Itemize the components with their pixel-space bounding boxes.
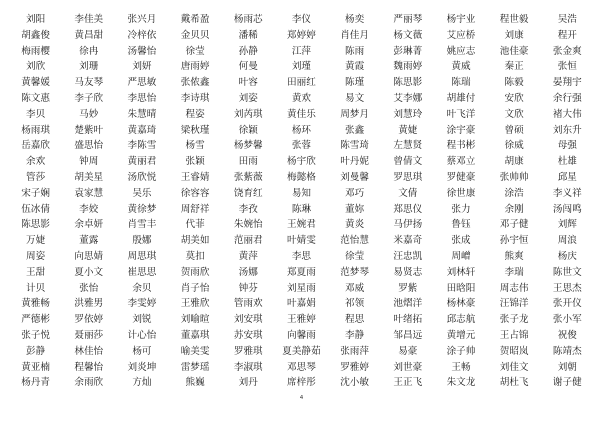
name-cell: 余雨欣 (74, 377, 104, 389)
name-cell: 姚应志 (446, 45, 476, 57)
table-row (9, 202, 594, 218)
name-cell: 余贝 (132, 282, 152, 294)
name-cell: 范怡慧 (340, 235, 369, 247)
name-cell: 杨环 (291, 124, 312, 136)
name-cell: 刘锐 (132, 314, 152, 326)
name-cell: 刘芮琪 (233, 108, 263, 120)
name-cell: 严思敏 (127, 77, 157, 89)
name-cell: 涂宇豪 (446, 124, 476, 136)
name-cell: 黄炎 (345, 219, 365, 231)
name-cell: 管雨欢 (233, 298, 263, 310)
name-cell: 张雨萍 (340, 345, 369, 357)
table-row (9, 154, 594, 170)
name-cell: 张成 (451, 235, 471, 247)
table-row (9, 28, 594, 44)
name-cell: 马妙 (79, 108, 99, 120)
name-cell: 徐世康 (446, 187, 476, 199)
name-cell: 金贝贝 (180, 29, 210, 41)
name-cell: 谢子健 (552, 377, 582, 389)
name-cell: 计心怡 (127, 329, 157, 341)
name-cell: 李陈雪 (127, 140, 157, 152)
name-cell: 罗雅琪 (233, 345, 263, 357)
name-cell: 余欢 (25, 156, 46, 168)
name-cell: 曾硕 (504, 124, 524, 136)
name-cell: 邓巧 (345, 187, 365, 199)
name-cell: 罗思琪 (393, 171, 423, 183)
name-cell: 叶丹妮 (340, 156, 369, 168)
name-cell: 黄威 (451, 61, 471, 73)
name-cell: 林佳怡 (74, 345, 104, 357)
name-cell: 祁领 (345, 298, 365, 310)
name-cell: 文倩 (398, 187, 418, 199)
name-cell: 张颖 (185, 156, 205, 168)
name-cell: 罗健豪 (446, 171, 476, 183)
name-cell: 汤娜 (238, 266, 258, 278)
name-cell: 汪锦洋 (499, 298, 529, 310)
name-cell: 刘喻暄 (180, 314, 210, 326)
name-cell: 张帅帅 (499, 171, 529, 183)
name-cell: 殷娜 (132, 235, 152, 247)
name-cell: 张开仪 (552, 298, 582, 310)
name-cell: 朱文龙 (446, 377, 476, 389)
name-cell: 程世毅 (499, 14, 529, 25)
name-cell: 刘康 (504, 29, 524, 41)
name-cell: 母强 (557, 140, 577, 152)
name-cell: 陈靖杰 (552, 345, 582, 357)
table-row (9, 360, 594, 376)
name-cell: 陈瑞 (451, 77, 471, 89)
name-cell: 郑婷婷 (287, 29, 316, 41)
name-cell: 王正飞 (393, 377, 423, 389)
name-cell: 彭琳菁 (393, 45, 423, 57)
table-row (9, 170, 594, 186)
name-cell: 吴乐 (132, 187, 152, 199)
name-cell: 米嘉奇 (393, 235, 423, 247)
table-row (9, 375, 594, 391)
name-cell: 李仪 (291, 14, 312, 25)
name-cell: 张子悦 (21, 329, 50, 341)
name-cell: 徐颖 (238, 124, 258, 136)
name-cell: 褚大伟 (552, 108, 582, 120)
name-cell: 刘姿 (238, 92, 258, 104)
table-row (9, 123, 594, 139)
name-cell: 周姿 (25, 250, 46, 262)
name-cell: 李静 (345, 329, 365, 341)
name-cell: 李思 (291, 250, 312, 262)
name-cell: 周志伟 (499, 282, 529, 294)
name-cell: 严丽琴 (393, 14, 423, 25)
name-cell: 李佳美 (74, 14, 104, 25)
name-cell: 江萍 (291, 45, 312, 57)
name-cell: 冷梓依 (127, 29, 157, 41)
name-cell: 夏美静茹 (282, 345, 321, 357)
name-cell: 孙宇恒 (499, 235, 529, 247)
table-row (9, 217, 594, 233)
name-cell: 李义祥 (552, 187, 582, 199)
name-cell: 胡美如 (180, 235, 210, 247)
name-cell: 徐冉 (79, 45, 99, 57)
name-cell: 汪忠凯 (393, 250, 423, 262)
table-row (9, 328, 594, 344)
name-cell: 魏雨婷 (393, 61, 423, 73)
name-cell: 张金爽 (552, 45, 582, 57)
name-cell: 李诗琪 (180, 92, 210, 104)
name-cell: 杨丹青 (21, 377, 50, 389)
name-cell: 李思怡 (127, 92, 157, 104)
name-cell: 陈文惠 (21, 92, 50, 104)
name-cell: 刘林轩 (446, 266, 476, 278)
name-cell: 朱慧晴 (127, 108, 157, 120)
name-cell: 晏翔宇 (552, 77, 582, 89)
name-cell: 田雨 (238, 156, 258, 168)
name-cell: 洪雅男 (74, 298, 104, 310)
name-cell: 王畅 (451, 361, 471, 373)
name-cell: 刘曼馨 (340, 171, 369, 183)
name-cell: 喻美雯 (180, 345, 210, 357)
name-cell: 刘欣 (25, 61, 46, 73)
name-cell: 饶育红 (233, 187, 263, 199)
name-cell: 邹昌远 (393, 329, 423, 341)
name-cell: 程思 (345, 314, 365, 326)
name-cell: 邱星 (557, 171, 577, 183)
name-cell: 孙静 (238, 45, 258, 57)
name-cell: 鲁钰 (451, 219, 471, 231)
name-cell: 马伊扬 (393, 219, 423, 231)
name-cell: 周舒祥 (180, 203, 210, 215)
table-row (9, 281, 594, 297)
name-cell: 杨奕 (345, 14, 365, 25)
name-cell: 艾李娜 (393, 92, 423, 104)
name-cell: 李孜 (238, 203, 258, 215)
table-row (9, 312, 594, 328)
name-cell: 沈小敏 (340, 377, 369, 389)
name-cell: 向馨雨 (287, 329, 316, 341)
name-cell: 黄婕 (398, 124, 418, 136)
name-cell: 黄丽君 (127, 156, 157, 168)
name-cell: 彭静 (25, 345, 46, 357)
name-cell: 张鑫 (345, 124, 365, 136)
name-cell: 田丽红 (287, 77, 316, 89)
name-cell: 徐莹 (185, 45, 205, 57)
table-row (9, 91, 594, 107)
name-cell: 刘瑾 (291, 61, 312, 73)
name-cell: 钟芬 (238, 282, 258, 294)
name-cell: 王雅欣 (180, 298, 210, 310)
name-cell: 张子龙 (499, 314, 529, 326)
name-cell: 何曼 (238, 61, 258, 73)
name-cell: 秦正 (504, 61, 524, 73)
name-cell: 计贝 (25, 282, 46, 294)
name-cell: 周浪 (557, 235, 577, 247)
name-cell: 徐莹 (345, 250, 365, 262)
name-cell: 罗雅婷 (340, 361, 369, 373)
name-cell: 杜雄 (557, 156, 577, 168)
name-cell: 贺雨欣 (180, 266, 210, 278)
name-cell: 周梦月 (340, 108, 369, 120)
name-cell: 宋子娴 (21, 187, 50, 199)
name-cell: 方灿 (132, 377, 152, 389)
name-cell: 夏小文 (74, 266, 104, 278)
name-cell: 李瑞 (504, 266, 524, 278)
name-cell: 李姣 (79, 203, 99, 215)
name-cell: 邱志航 (446, 314, 476, 326)
name-cell: 邓威 (345, 282, 365, 294)
name-cell: 王婉君 (287, 219, 316, 231)
name-cell: 陈毅 (504, 77, 524, 89)
name-cell: 汤闯鸣 (552, 203, 582, 215)
name-cell: 郑思仪 (393, 203, 423, 215)
name-cell: 易豪 (398, 345, 418, 357)
name-cell: 郑夏雨 (287, 266, 316, 278)
name-cell: 陈世文 (552, 266, 582, 278)
name-cell: 张侬鑫 (180, 77, 210, 89)
name-cell: 左慧贤 (393, 140, 423, 152)
name-cell: 叶嘉娟 (287, 298, 316, 310)
name-cell: 黄萍 (238, 250, 258, 262)
name-cell: 贺昭岚 (499, 345, 529, 357)
table-row (9, 12, 594, 28)
name-cell: 刘安琪 (233, 314, 263, 326)
name-cell: 叶容 (238, 77, 258, 89)
name-cell: 陈雨 (345, 45, 365, 57)
name-cell: 梅懿格 (287, 171, 316, 183)
name-cell: 岳嘉欣 (21, 140, 50, 152)
name-cell: 黄馨媛 (21, 77, 50, 89)
name-cell: 黄亚楠 (21, 361, 50, 373)
name-cell: 邓子健 (499, 219, 529, 231)
name-cell: 吴浩 (557, 14, 577, 25)
name-cell: 涂子帅 (446, 345, 476, 357)
name-cell: 熊爽 (504, 250, 524, 262)
name-cell: 袁家慧 (74, 187, 104, 199)
table-row (9, 344, 594, 360)
table-row (9, 296, 594, 312)
name-cell: 陈琳 (291, 203, 312, 215)
name-cell: 易文 (345, 92, 365, 104)
name-cell: 徐威 (504, 140, 524, 152)
name-cell: 肖雪丰 (127, 219, 157, 231)
name-cell: 董露 (79, 235, 99, 247)
name-cell: 范梦琴 (340, 266, 369, 278)
name-cell: 易知 (291, 187, 312, 199)
name-cell: 黄雅畅 (21, 298, 50, 310)
name-cell: 杨梦馨 (233, 140, 263, 152)
name-cell: 代菲 (185, 219, 205, 231)
name-cell: 余卓妍 (74, 219, 104, 231)
name-cell: 易贤志 (393, 266, 423, 278)
name-cell: 杨宇欣 (287, 156, 316, 168)
name-cell: 李淑琪 (233, 361, 263, 373)
name-cell: 张怡 (79, 282, 99, 294)
name-cell: 董嘉琪 (180, 329, 210, 341)
name-cell: 王睿婧 (180, 171, 210, 183)
name-cell: 涂浩 (504, 187, 524, 199)
name-cell: 徐容容 (180, 187, 210, 199)
name-cell: 曾倩文 (393, 156, 423, 168)
name-cell: 李贝 (25, 108, 46, 120)
name-cell: 唐雨婷 (180, 61, 210, 73)
name-cell: 王占锦 (499, 329, 529, 341)
name-cell: 刘炎坤 (127, 361, 157, 373)
name-cell: 万婕 (25, 235, 46, 247)
name-cell: 杨雨琪 (21, 124, 50, 136)
name-cell: 邓思琴 (287, 361, 316, 373)
name-cell: 黄增元 (446, 329, 476, 341)
table-row (9, 138, 594, 154)
name-cell: 张蓉 (291, 140, 312, 152)
name-cell: 朱婉怡 (233, 219, 263, 231)
name-cell: 程开 (557, 29, 577, 41)
name-cell: 艾应桥 (446, 29, 476, 41)
name-cell: 王思杰 (552, 282, 582, 294)
name-cell: 余刚 (504, 203, 524, 215)
name-cell: 陈思影 (21, 219, 50, 231)
name-cell: 张恒 (557, 61, 577, 73)
name-cell: 杨宇业 (446, 14, 476, 25)
name-cell: 莫扣 (185, 250, 205, 262)
name-cell: 雷梦瑶 (180, 361, 210, 373)
name-cell: 叶飞洋 (446, 108, 476, 120)
name-cell: 胡康 (504, 156, 524, 168)
name-cell: 黄嘉琦 (127, 124, 157, 136)
name-cell: 聂丽莎 (74, 329, 104, 341)
name-cell: 胡美星 (74, 171, 104, 183)
name-cell: 黄欢 (291, 92, 312, 104)
name-cell: 马友琴 (74, 77, 104, 89)
name-cell: 向思婧 (74, 250, 104, 262)
name-cell: 张兴月 (127, 14, 157, 25)
name-cell: 钟周 (79, 156, 99, 168)
name-cell: 刘珊 (79, 61, 99, 73)
name-cell: 楚紫叶 (74, 124, 104, 136)
name-cell: 杨雨芯 (233, 14, 263, 25)
name-cell: 梅雨樱 (21, 45, 50, 57)
name-cell: 汤馨怡 (127, 45, 157, 57)
name-cell: 刘佳文 (499, 361, 529, 373)
table-row (9, 75, 594, 91)
name-cell: 胡杜飞 (499, 377, 529, 389)
name-cell: 刘朝 (557, 361, 577, 373)
name-cell: 熊巍 (185, 377, 205, 389)
name-cell: 程姿 (185, 108, 205, 120)
name-cell: 叶绪拓 (393, 314, 423, 326)
name-cell: 张力 (451, 203, 471, 215)
name-cell: 黄徐梦 (127, 203, 157, 215)
name-cell: 严德彬 (21, 314, 50, 326)
name-cell: 黄佳乐 (287, 108, 316, 120)
name-cell: 胡鑫俊 (21, 29, 50, 41)
table-row (9, 233, 594, 249)
name-cell: 陈雪琦 (340, 140, 369, 152)
name-cell: 崔思思 (127, 266, 157, 278)
name-cell: 伍冰倩 (21, 203, 50, 215)
name-cell: 田晗阳 (446, 282, 476, 294)
name-cell: 文欣 (504, 108, 524, 120)
name-cell: 刘妍 (132, 61, 152, 73)
name-cell: 周嶒 (451, 250, 471, 262)
name-cell: 蔡邓立 (446, 156, 476, 168)
name-cell: 余行强 (552, 92, 582, 104)
table-row (9, 265, 594, 281)
table-row (9, 59, 594, 75)
name-cell: 杨文薇 (393, 29, 423, 41)
name-cell: 刘星雨 (287, 282, 316, 294)
name-cell: 胡雄付 (446, 92, 476, 104)
name-cell: 肖子怡 (180, 282, 210, 294)
name-cell: 席梓彤 (287, 377, 316, 389)
table-row (9, 107, 594, 123)
name-cell: 周思琪 (127, 250, 157, 262)
name-cell: 汤欣悦 (127, 171, 157, 183)
name-cell: 张紫薇 (233, 171, 263, 183)
name-cell: 刘丹 (238, 377, 258, 389)
name-cell: 刘阳 (25, 14, 46, 25)
name-cell: 范丽君 (233, 235, 263, 247)
name-cell: 李子欣 (74, 92, 104, 104)
name-cell: 陈思影 (393, 77, 423, 89)
name-cell: 刘东升 (552, 124, 582, 136)
name-cell: 杨可 (132, 345, 152, 357)
name-cell: 梁秋瑾 (180, 124, 210, 136)
name-cell: 黄霞 (345, 61, 365, 73)
name-cell: 刘慧玲 (393, 108, 423, 120)
name-cell: 祝俊 (557, 329, 577, 341)
name-list-table (9, 12, 594, 391)
name-cell: 罗依婷 (74, 314, 104, 326)
name-cell: 黄昌甜 (74, 29, 104, 41)
name-cell: 管莎 (25, 171, 46, 183)
name-cell: 陈瑾 (345, 77, 365, 89)
name-cell: 杨雪 (185, 140, 205, 152)
name-cell: 王雅婷 (287, 314, 316, 326)
table-row (9, 186, 594, 202)
name-cell: 刘辉 (557, 219, 577, 231)
name-cell: 戴希盈 (180, 14, 210, 25)
name-cell: 肖佳月 (340, 29, 369, 41)
name-cell: 潘稀 (238, 29, 258, 41)
name-cell: 杨庆 (557, 250, 577, 262)
name-cell: 董妳 (345, 203, 365, 215)
table-row (9, 44, 594, 60)
name-cell: 盛思怡 (74, 140, 104, 152)
name-cell: 安欣 (504, 92, 524, 104)
page-number: 4 (299, 395, 304, 401)
name-cell: 李雯婷 (127, 298, 157, 310)
name-cell: 池熠洋 (393, 298, 423, 310)
name-cell: 程书彬 (446, 140, 476, 152)
name-cell: 程馨怡 (74, 361, 104, 373)
name-cell: 张小军 (552, 314, 582, 326)
name-cell: 叶婧雯 (287, 235, 316, 247)
name-cell: 苏安琪 (233, 329, 263, 341)
name-cell: 杨林豪 (446, 298, 476, 310)
name-cell: 王甜 (25, 266, 46, 278)
table-row (9, 249, 594, 265)
name-cell: 罗紫 (398, 282, 418, 294)
name-cell: 刘世豪 (393, 361, 423, 373)
name-cell: 池佳豪 (499, 45, 529, 57)
